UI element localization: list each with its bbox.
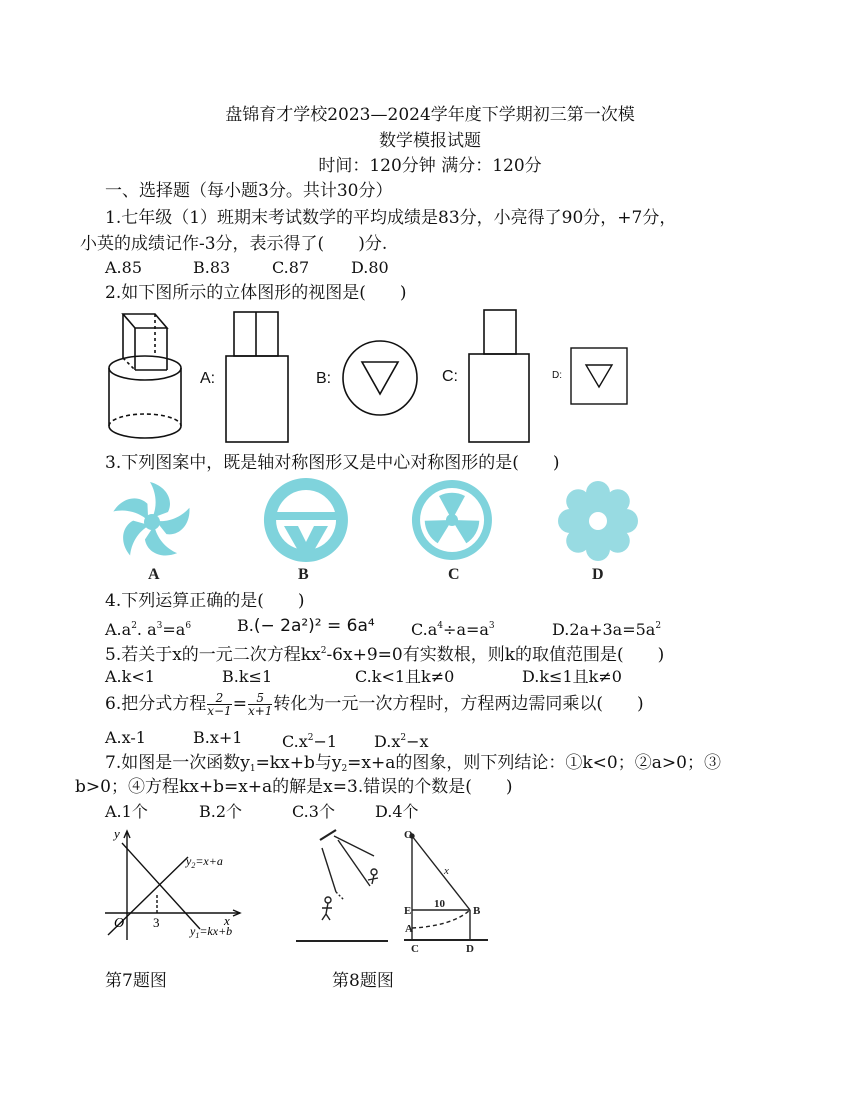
q7-x-tick-label: 3 bbox=[153, 915, 160, 930]
q5-option-a: A.k<1 bbox=[105, 667, 155, 686]
q7-option-b: B.2个 bbox=[199, 802, 243, 821]
q5-option-c: C.k<1且k≠0 bbox=[355, 667, 455, 686]
q3-pattern-c-icon bbox=[410, 478, 494, 562]
figure7-caption: 第7题图 bbox=[105, 971, 167, 991]
q1-text-line1: 1.七年级（1）班期末考试数学的平均成绩是83分，小亮得了90分，+7分， bbox=[105, 208, 677, 228]
q6-option-a: A.x-1 bbox=[105, 728, 146, 747]
q3-text: 3.下列图案中，既是轴对称图形又是中心对称图形的是( ) bbox=[105, 453, 560, 473]
q7-option-a: A.1个 bbox=[105, 802, 148, 821]
q6-option-c: $C.x^2-1$ bbox=[282, 732, 338, 751]
q4-option-c: $C.a^4\div a=a^3$ bbox=[411, 620, 495, 639]
q1-option-c: C.87 bbox=[272, 258, 310, 277]
q7-x-axis-label: x bbox=[224, 913, 230, 928]
q5-option-d: D.k≤1且k≠0 bbox=[522, 667, 622, 686]
q8-point-c-label: C bbox=[411, 943, 419, 955]
q3-label-c: C bbox=[448, 566, 460, 583]
q7-text-line2: b>0；④方程kx+b=x+a的解是x=3.错误的个数是( ) bbox=[75, 777, 513, 797]
q6-option-b: B.x+1 bbox=[193, 728, 243, 747]
q2-option-d-view bbox=[570, 347, 628, 405]
q6-fraction-right: $\frac{5}{x+1}$ bbox=[247, 691, 273, 718]
q7-line2-label: $y_2=x+a$ bbox=[186, 854, 223, 870]
q3-label-a: A bbox=[148, 566, 160, 583]
q3-pattern-b-icon bbox=[262, 476, 350, 564]
figure8-caption: 第8题图 bbox=[332, 971, 394, 991]
q1-option-a: A.85 bbox=[105, 258, 142, 277]
q4-text: 4.下列运算正确的是( ) bbox=[105, 591, 305, 611]
exam-info: 时间：120分钟 满分：120分 bbox=[318, 156, 542, 176]
document-title: 盘锦育才学校2023—2024学年度下学期初三第一次模 bbox=[225, 105, 635, 125]
q3-pattern-a-icon bbox=[108, 478, 196, 566]
q7-y-axis-label: y bbox=[114, 826, 120, 841]
q1-option-b: B.83 bbox=[193, 258, 231, 277]
q2-label-a: A: bbox=[200, 370, 216, 387]
q7-text-line1: 7.如图是一次函数$y_1=kx+b$与$y_2=x+a$的图象，则下列结论：①k<0；②a>0；③ bbox=[105, 753, 721, 774]
q8-swing-figure bbox=[292, 828, 492, 955]
q5-text: 5.若关于x的一元二次方程$kx^2-6x+9=0$有实数根，则k的取值范围是( ) bbox=[105, 645, 665, 665]
q8-point-e-label: E bbox=[404, 905, 412, 917]
q4-option-a: $A.a^2$. $a^3=a^6$ bbox=[105, 620, 192, 639]
q8-point-b-label: B bbox=[473, 905, 481, 917]
q2-option-c-view bbox=[466, 308, 532, 444]
q1-option-d: D.80 bbox=[351, 258, 389, 277]
q6-option-d: $D.x^2-x$ bbox=[374, 732, 429, 751]
q6-text: 6.把分式方程 $\frac{2}{x-1}$ = $\frac{5}{x+1}$ 转化为一元一次方程时，方程两边需同乘以( ) bbox=[105, 691, 644, 718]
q2-solid-figure bbox=[105, 308, 195, 443]
q8-point-d-label: D bbox=[466, 943, 474, 955]
q7-line1-label: $y_1=kx+b$ bbox=[190, 924, 233, 940]
q4-option-d: $D.2a+3a=5a^2$ bbox=[552, 620, 662, 639]
q5-option-b: B.k≤1 bbox=[222, 667, 273, 686]
section-heading: 一、选择题（每小题3分。共计30分） bbox=[105, 181, 393, 201]
q6-fraction-left: $\frac{2}{x-1}$ bbox=[207, 691, 232, 718]
q8-length-label: 10 bbox=[434, 898, 445, 910]
q7-graph-figure bbox=[100, 825, 260, 945]
q8-point-o-label: O bbox=[404, 829, 413, 841]
q7-origin-label: O bbox=[114, 916, 125, 931]
q8-x-label: x bbox=[444, 865, 449, 877]
q2-text: 2.如下图所示的立体图形的视图是( ) bbox=[105, 283, 407, 303]
q7-option-c: C.3个 bbox=[292, 802, 335, 821]
q2-option-a-view bbox=[224, 310, 290, 444]
q4-option-b: B.(− 2a²)² = 6a⁴ bbox=[237, 616, 375, 636]
q2-label-c: C: bbox=[442, 368, 458, 385]
q2-label-d: D: bbox=[552, 370, 562, 381]
q3-label-d: D bbox=[592, 566, 604, 583]
q1-text-line2: 小英的成绩记作-3分，表示得了( )分. bbox=[80, 234, 388, 254]
q7-option-d: D.4个 bbox=[375, 802, 419, 821]
q8-point-a-label: A bbox=[405, 923, 413, 935]
q3-pattern-d-icon bbox=[555, 478, 641, 564]
q3-label-b: B bbox=[298, 566, 309, 583]
q2-label-b: B: bbox=[316, 370, 332, 387]
q2-option-b-view bbox=[340, 338, 420, 418]
document-subtitle: 数学模报试题 bbox=[379, 131, 481, 151]
